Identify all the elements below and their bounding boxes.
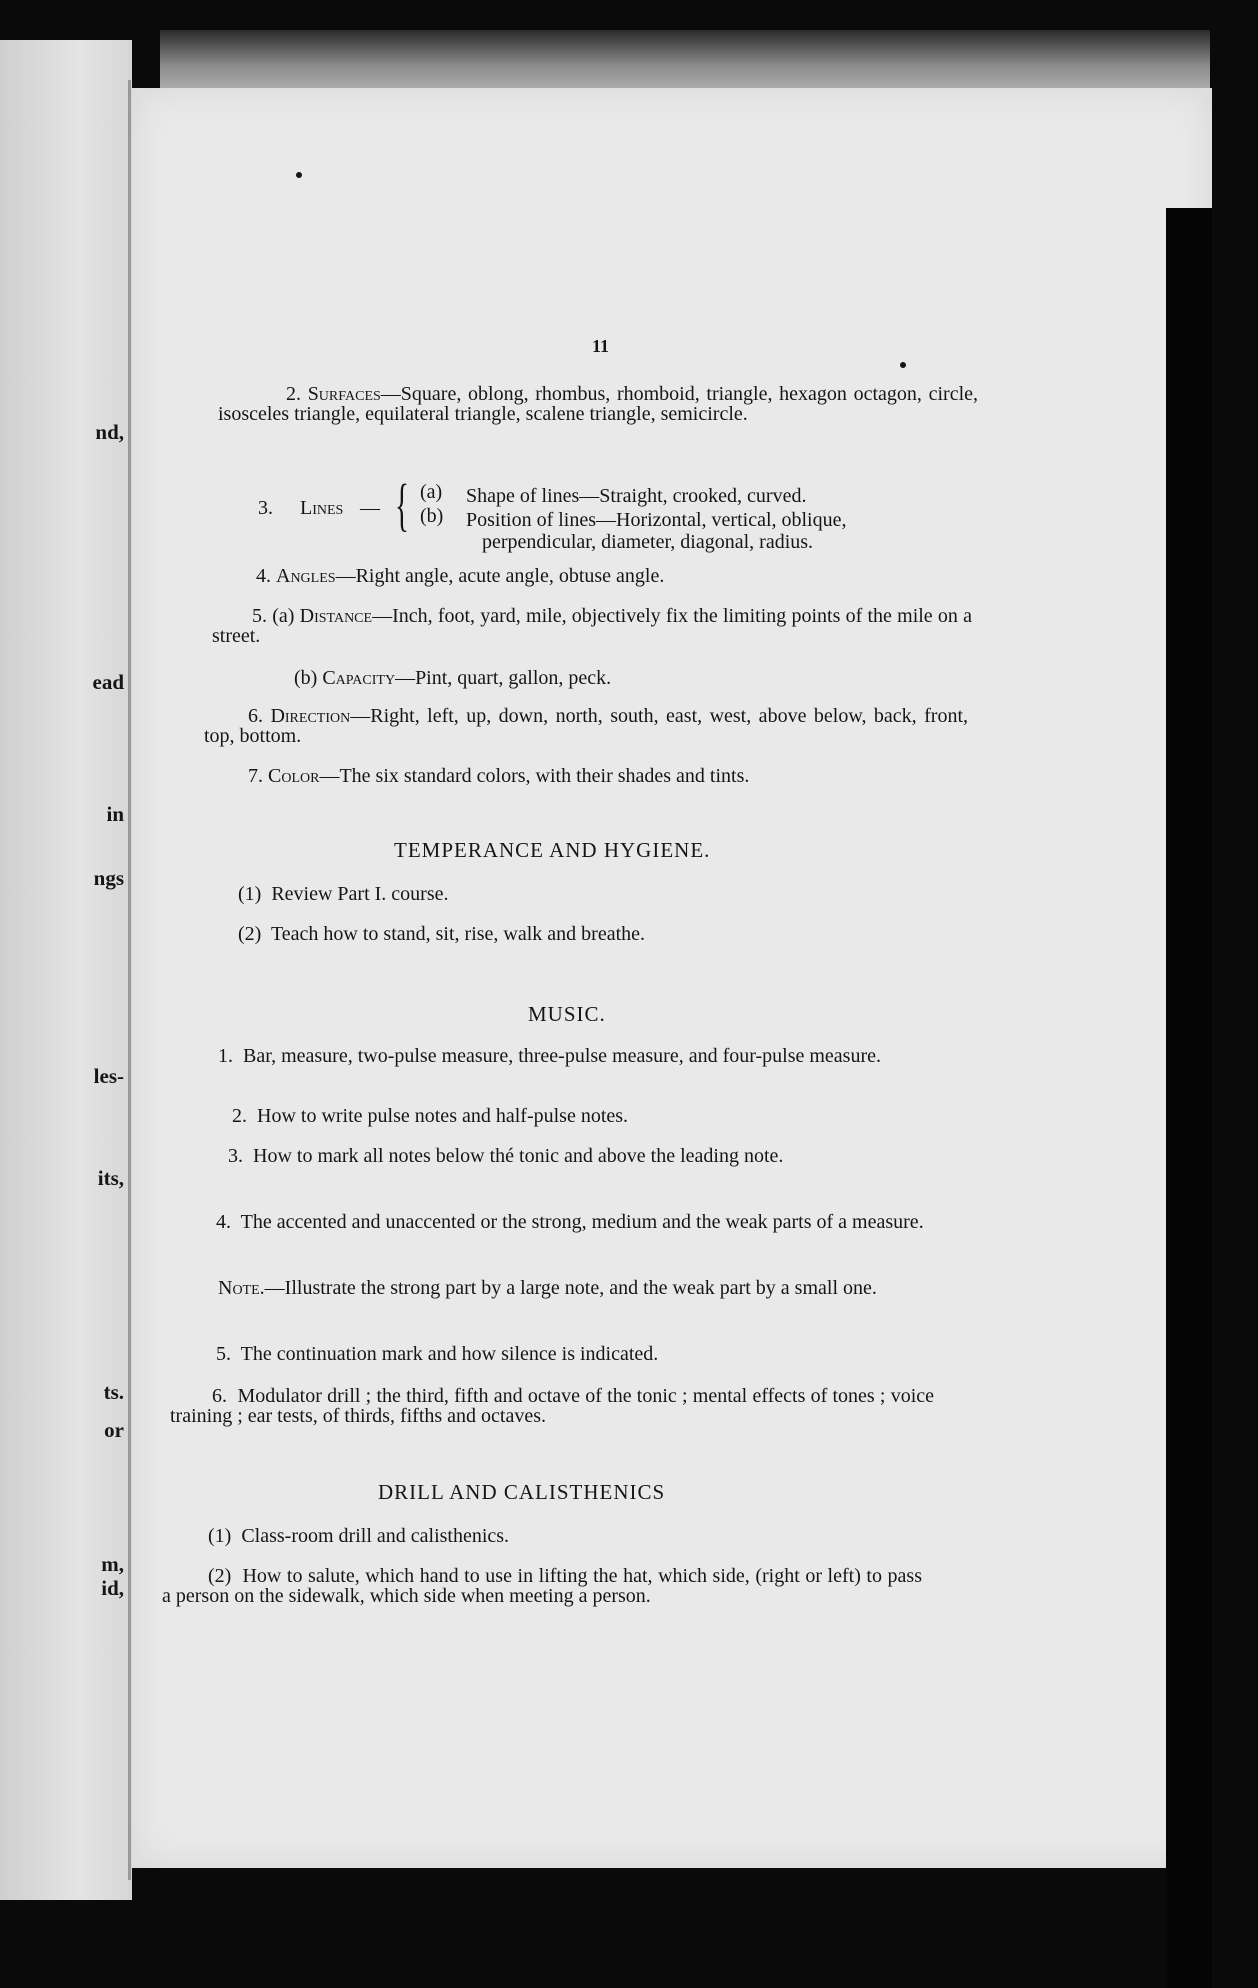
item-text: —The six standard colors, with their shades and tints. [319,765,750,787]
list-item [170,1386,934,1426]
item-text: How to salute, which hand to use in lifting the hat, which side, (right or left) to pass a person on the sidewalk, which side when meeting a person. [162,1565,923,1607]
list-item [208,1526,509,1546]
item-label: Angles [276,565,336,587]
note-label: Note. [218,1277,265,1299]
previous-page-fragment: in [106,802,124,826]
list-item [216,1344,658,1364]
item-text: The continuation mark and how silence is indicated. [240,1343,659,1365]
sub-label: (b) [294,667,318,689]
previous-page-fragment: ts. [103,1380,124,1404]
item-label: Color [268,765,320,787]
item-text: —Pint, quart, gallon, peck. [395,667,612,689]
ink-speck [296,172,302,178]
note-text: —Illustrate the strong part by a large note, and the weak part by a small one. [264,1277,877,1299]
previous-page-fragment: les- [93,1064,124,1088]
item-text: Review Part I. course. [271,883,449,905]
list-item [180,1146,940,1166]
item-label: Surfaces [307,383,381,405]
item-text: How to mark all notes below thé tonic and above the leading note. [253,1145,784,1167]
section-heading-music: MUSIC. [528,1002,606,1026]
item-text: —Inch, foot, yard, mile, objectively fix the limiting points of the mile on a street. [212,605,972,647]
item-number: 1. [218,1045,233,1067]
item-number: 3. [258,497,273,519]
list-item [238,924,645,944]
surfaces-paragraph [218,384,978,424]
item-text: —Square, oblong, rhombus, rhomboid, triangle, hexagon octagon, circle, isosceles triangle, equilateral triangle, scalene triangle, semicircle. [218,383,979,425]
item-label: Capacity [322,667,396,689]
previous-page [0,40,132,1900]
section-heading-temperance: TEMPERANCE AND HYGIENE. [394,838,711,862]
previous-page-fragment: ngs [93,866,124,890]
music-note [176,1278,936,1298]
angles-line [256,566,664,586]
item-number: 2. [232,1105,247,1127]
sub-label: (b) [420,505,444,527]
item-text: —Right angle, acute angle, obtuse angle. [335,565,665,587]
item-number: 6. [212,1385,227,1407]
item-number: (2) [238,923,262,945]
item-text: —Right, left, up, down, north, south, east, west, above below, back, front, top, bottom. [204,705,968,747]
color-line [248,766,749,786]
section-heading-drill: DRILL AND CALISTHENICS [378,1480,666,1504]
item-text: The accented and unaccented or the strong, medium and the weak parts of a measure. [240,1211,924,1233]
lines-position-text: Position of lines—Horizontal, vertical, oblique, [466,509,847,531]
item-dash: — [360,497,380,519]
item-label: Distance [299,605,373,627]
capacity-line [294,668,611,688]
sub-label: (a) [272,605,295,627]
previous-page-fragment: m, [101,1552,124,1576]
sub-label: (a) [420,481,443,503]
item-number: 5. [216,1343,231,1365]
lines-position-continuation: perpendicular, diameter, diagonal, radius. [482,531,814,553]
previous-page-fragment: id, [101,1576,124,1600]
list-item [162,1566,922,1606]
list-item [238,884,449,904]
item-number: (1) [208,1525,232,1547]
previous-page-fragment: or [104,1418,124,1442]
page-spine [128,80,131,1880]
item-text: Teach how to stand, sit, rise, walk and breathe. [270,923,646,945]
direction-paragraph [204,706,968,746]
lines-shape-text: Shape of lines—Straight, crooked, curved. [466,485,807,507]
item-text: How to write pulse notes and half-pulse notes. [257,1105,629,1127]
distance-paragraph [212,606,972,646]
item-number: 7. [248,765,263,787]
item-number: 6. [248,705,263,727]
item-text: Class-room drill and calisthenics. [241,1525,510,1547]
item-number: 4. [216,1211,231,1233]
item-label: Direction [270,705,351,727]
list-item [182,1046,946,1066]
list-item [232,1106,628,1126]
item-number: 2. [286,383,301,405]
previous-page-fragment: ead [92,670,124,694]
ink-speck [900,362,906,368]
item-number: 5. [252,605,267,627]
brace-glyph: { [394,472,409,537]
previous-page-fragment: its, [97,1166,124,1190]
item-number: (2) [208,1565,232,1587]
item-number: (1) [238,883,262,905]
item-number: 4. [256,565,271,587]
item-text: Modulator drill ; the third, fifth and octave of the tonic ; mental effects of tones ; voice training ; ear tests, of thirds, fifths and octaves. [170,1385,935,1427]
item-number: 3. [228,1145,243,1167]
item-label: Lines [300,497,344,519]
page-number: 11 [592,336,610,356]
list-item [180,1212,940,1232]
item-text: Bar, measure, two-pulse measure, three-pulse measure, and four-pulse measure. [243,1045,881,1067]
previous-page-fragment: nd, [95,420,124,444]
page-shadow [1166,208,1212,1988]
